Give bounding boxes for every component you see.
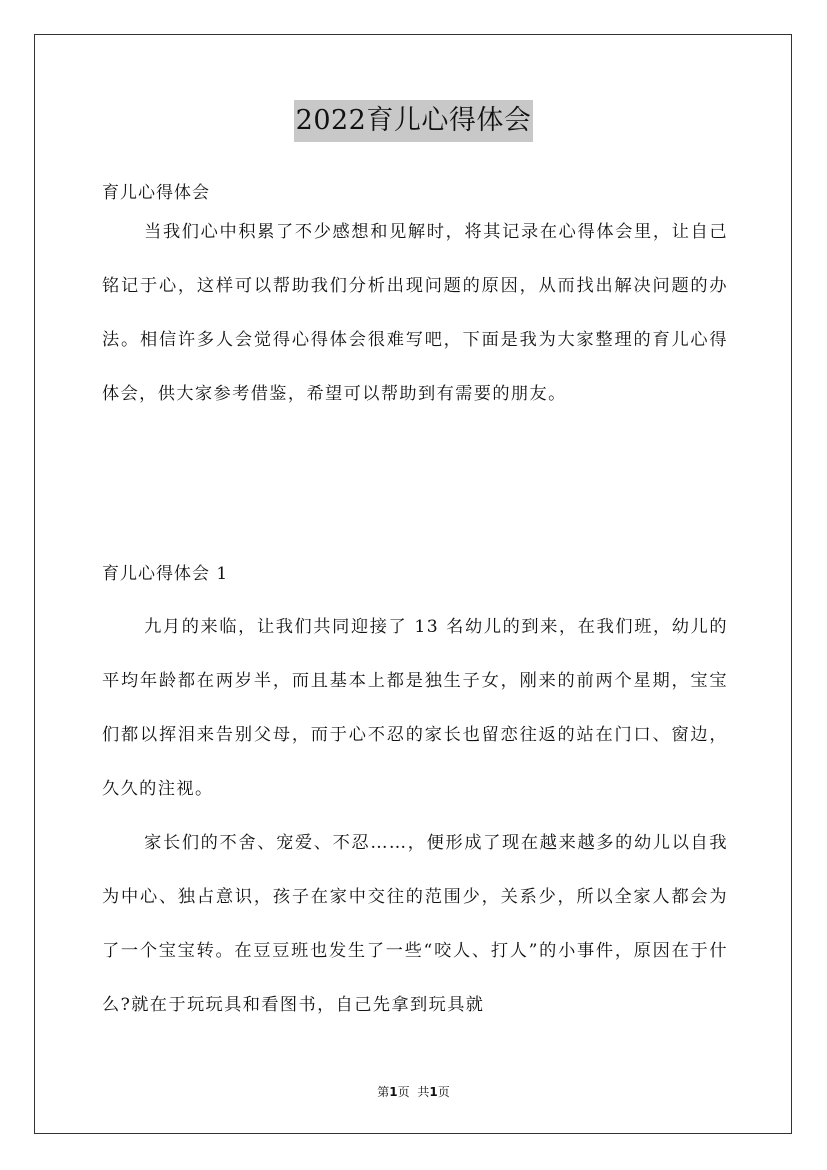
intro-heading: 育儿心得体会 bbox=[102, 183, 210, 203]
section1-paragraph-1: 九月的来临，让我们共同迎接了 13 名幼儿的到来，在我们班，幼儿的平均年龄都在两岁半，而且基本上都是独生子女，刚来的前两个星期，宝宝们都以挥泪来告别父母，而于心不忍的家长也留恋往返的站在门口、窗边，久久的注视。 bbox=[102, 617, 728, 799]
footer-page-prefix: 第 bbox=[377, 1085, 390, 1099]
footer-total-number: 1 bbox=[429, 1085, 438, 1099]
footer-page-number: 1 bbox=[389, 1085, 398, 1099]
page-footer bbox=[0, 1083, 827, 1101]
document-title-container bbox=[0, 100, 827, 142]
footer-total-prefix: 共 bbox=[417, 1085, 430, 1099]
section1-heading: 育儿心得体会 1 bbox=[102, 564, 229, 584]
intro-paragraph: 当我们心中积累了不少感想和见解时，将其记录在心得体会里，让自己铭记于心，这样可以帮助我们分析出现问题的原因，从而找出解决问题的办法。相信许多人会觉得心得体会很难写吧，下面是我为大家整理的育儿心得体会，供大家参考借鉴，希望可以帮助到有需要的朋友。 bbox=[102, 222, 728, 404]
document-title: 2022育儿心得体会 bbox=[294, 100, 534, 142]
footer-total-suffix: 页 bbox=[437, 1085, 450, 1099]
footer-page-suffix: 页 bbox=[397, 1085, 410, 1099]
section1-paragraph-2: 家长们的不舍、宠爱、不忍……，便形成了现在越来越多的幼儿以自我为中心、独占意识，孩子在家中交往的范围少，关系少，所以全家人都会为了一个宝宝转。在豆豆班也发生了一些“咬人、打人”的小事件，原因在于什么?就在于玩玩具和看图书，自己先拿到玩具就 bbox=[102, 833, 728, 1015]
